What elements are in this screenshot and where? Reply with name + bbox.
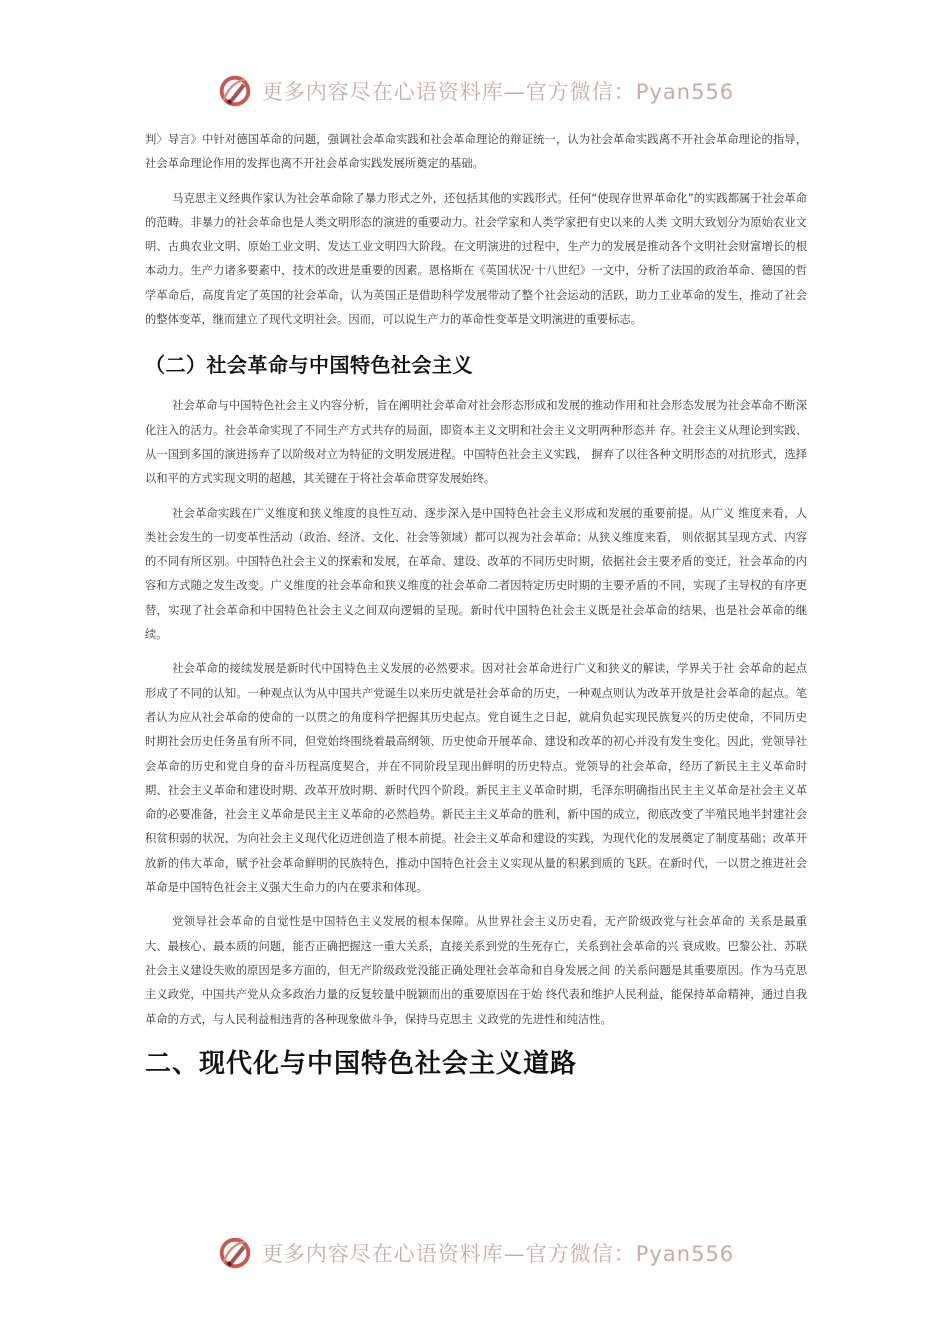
watermark-text: 更多内容尽在心语资料库—官方微信：Pyan556 (261, 80, 735, 104)
paragraph: 马克思主义经典作家认为社会革命除了暴力形式之外，还包括其他的实践形式。任何“使现存世界革命化”的实践都属于社会革命的范畴。非暴力的社会革命也是人类文明形态的演进的重要动力。社会学家和人类学家把有史以来的人类 文明大致划分为原始农业文明、古典农业文明、原始工业文明、发达工业文明四大阶段。在文明演进的过程中，生产力的发展是推动各个文明社会财富增长的根本动力。生产力诸多要素中，技术的改进是重要的因素。恩格斯在《英国状况·十八世纪》一文中，分析了法国的政治革命、德国的哲学革命后，高度肯定了英国的社会革命，认为英国正是借助科学发展带动了整个社会运动的活跃，助力工业革命的发生，推动了社会的整体变革，继而建立了现代文明社会。因而，可以说生产力的革命性变革是文明演进的重要标志。 (145, 191, 807, 327)
section-heading: 二、现代化与中国特色社会主义道路 (145, 1048, 578, 1079)
document-body (145, 128, 807, 1084)
section-subheading: （二）社会革命与中国特色社会主义 (145, 353, 473, 378)
header-watermark (0, 72, 950, 110)
paragraph: 判〉导言》中针对德国革命的问题，强调社会革命实践和社会革命理论的辩证统一，认为社会革命实践离不开社会革命理论的指导，社会革命理论作用的发挥也离不开社会革命实践发展所奠定的基础。 (145, 133, 807, 171)
pen-logo-icon (216, 1234, 254, 1272)
paragraph: 社会革命与中国特色社会主义内容分析，旨在阐明社会革命对社会形态形成和发展的推动作用和社会形态发展为社会革命不断深化注入的活力。社会革命实现了不同生产方式共存的局面，即资本主义文明和社会主义文明两种形态并 存。社会主义从理论到实践、从一国到多国的演进扬弃了以阶级对立为特征的文明发展进程。中国特色社会主义实践， 摒弃了以往各种文明形态的对抗形式，选择以和平的方式实现文明的超越，其关键在于将社会革命贯穿发展始终。 (145, 399, 807, 486)
pen-logo-icon (216, 72, 254, 110)
footer-watermark (0, 1234, 950, 1272)
paragraph: 社会革命实践在广义维度和狭义维度的良性互动、逐步深入是中国特色社会主义形成和发展的重要前提。从广义 维度来看，人类社会发生的一切变革性活动（政治、经济、文化、社会等领域）都可以视为社会革命；从狭义维度来看， 则依据其呈现方式、内容的不同有所区别。中国特色社会主义的探索和发展，在革命、建设、改革的不同历史时期，依据社会主要矛盾的变迁，社会革命的内容和方式随之发生改变。广义维度的社会革命和狭义维度的社会革命二者因特定历史时期的主要矛盾的不同，实现了主导权的有序更替，实现了社会革命和中国特色社会主义之间双向逻辑的呈现。新时代中国特色社会主义既是社会革命的结果，也是社会革命的继续。 (145, 506, 807, 642)
watermark-text: 更多内容尽在心语资料库—官方微信：Pyan556 (261, 1242, 735, 1266)
paragraph: 社会革命的接续发展是新时代中国特色主义发展的必然要求。因对社会革命进行广义和狭义的解读，学界关于社 会革命的起点形成了不同的认知。一种观点认为从中国共产党诞生以来历史就是社会革命的历史，一种观点则认为改革开放是社会革命的起点。笔者认为应从社会革命的使命的一以贯之的角度科学把握其历史起点。党自诞生之日起，就肩负起实现民族复兴的历史使命，不同历史时期社会历史任务虽有所不同，但党始终围绕着最高纲领、历史使命开展革命、建设和改革的初心并没有发生变化。因此，党领导社会革命的历史和党自身的奋斗历程高度契合，并在不同阶段呈现出鲜明的历史特点。党领导的社会革命，经历了新民主主义革命时期、社会主义革命和建设时期、改革开放时期、新时代四个阶段。新民主主义革命时期，毛泽东明确指出民主主义革命是社会主义革命的必要准备，社会主义革命是民主主义革命的必然趋势。新民主主义革命的胜利，新中国的成立，彻底改变了半殖民地半封建社会积贫积弱的状况，为向社会主义现代化迈进创造了根本前提。社会主义革命和建设的实践，为现代化的发展奠定了制度基础；改革开放新的伟大革命，赋予社会革命鲜明的民族特色，推动中国特色社会主义实现从量的积累到质的飞跃。在新时代，一以贯之推进社会革命是中国特色社会主义强大生命力的内在要求和体现。 (145, 662, 807, 895)
paragraph: 党领导社会革命的自觉性是中国特色主义发展的根本保障。从世界社会主义历史看，无产阶级政党与社会革命的 关系是最重大、最核心、最本质的问题，能否正确把握这一重大关系，直接关系到党的生死存亡，关系到社会革命的兴 衰成败。巴黎公社、苏联社会主义建设失败的原因是多方面的，但无产阶级政党没能正确处理社会革命和自身发展之间 的关系问题是其重要原因。作为马克思主义政党，中国共产党从众多政治力量的反复较量中脱颖而出的重要原因在于始 终代表和维护人民利益，能保持革命精神，通过自我革命的方式，与人民利益相违背的各种现象做斗争，保持马克思主 义政党的先进性和纯洁性。 (145, 915, 807, 1026)
